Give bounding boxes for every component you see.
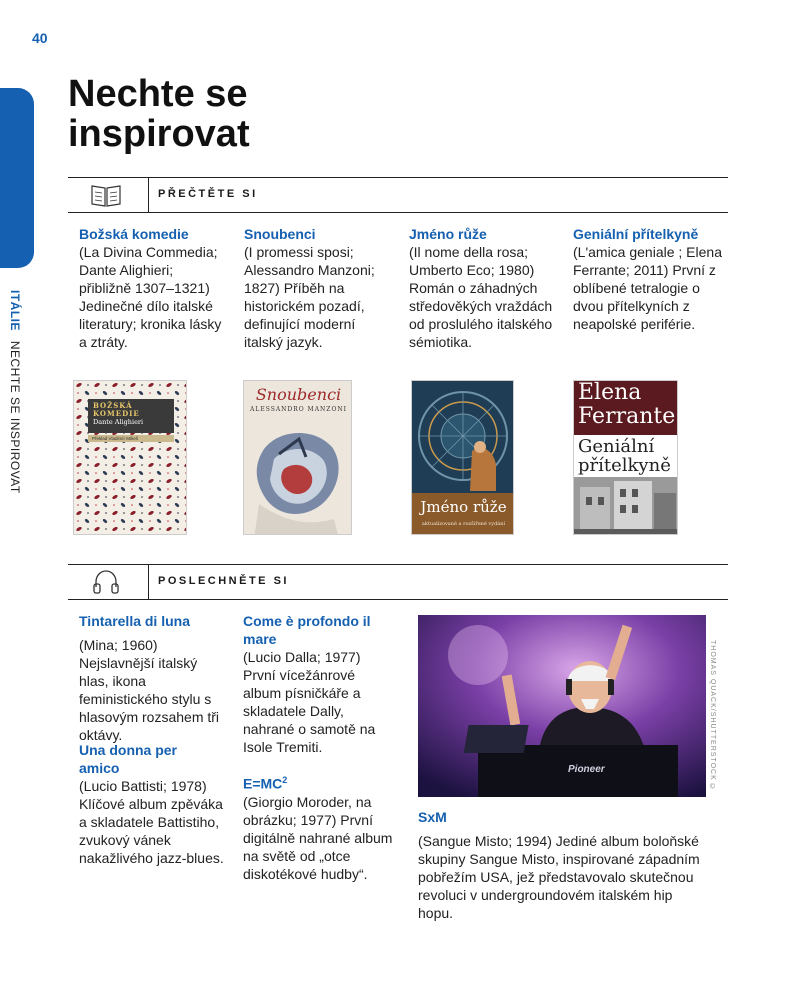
book-title: Snoubenci bbox=[244, 226, 316, 242]
album-entry bbox=[79, 741, 229, 867]
page-number: 40 bbox=[32, 30, 48, 46]
cover-title-line: BOŽSKÁ bbox=[93, 401, 133, 410]
album-title: SxM bbox=[418, 809, 447, 825]
album-title-superscript: 2 bbox=[282, 775, 288, 785]
cover-title: Snoubenci bbox=[255, 385, 342, 404]
album-title-main: E=MC bbox=[243, 775, 283, 792]
album-title bbox=[243, 771, 393, 793]
book-cover-genialni-pritelkyne bbox=[573, 380, 678, 535]
cover-author: Dante Alighieri bbox=[93, 418, 144, 426]
album-title: Come è profondo il mare bbox=[243, 613, 371, 647]
running-header-section: NECHTE SE INSPIROVAT bbox=[8, 340, 22, 494]
album-description: (Sangue Misto; 1994) Jediné album boloňské skupiny Sangue Misto, inspirované západním pobřežím USA, jež představovalo skutečnou revoluci v undergroundovém italském hip hopu. bbox=[418, 833, 700, 921]
photo-credit: THOMAS QUACK/SHUTTERSTOCK © bbox=[709, 640, 716, 792]
cover-title: přítelkyně bbox=[578, 455, 671, 476]
book-description: (L'amica geniale ; Elena Ferrante; 2011) První z oblíbené tetralogie o dvou přítelkyních z neapolské periférie. bbox=[573, 244, 722, 332]
photo-brand-text: Pioneer bbox=[568, 764, 605, 775]
book-entry bbox=[573, 225, 723, 333]
album-title: Tintarella di luna bbox=[79, 613, 190, 629]
album-entry bbox=[79, 612, 229, 744]
book-title: Božská komedie bbox=[79, 226, 189, 242]
cover-title: Jméno růže bbox=[420, 498, 507, 516]
album-description: (Lucio Dalla; 1977) První vícežánrové album písničkáře a skladatele Dally, nahrané o samotě na Isole Tremiti. bbox=[243, 649, 376, 755]
open-book-icon bbox=[90, 182, 122, 208]
cover-subtitle: Překlad Vladimír Mikeš bbox=[88, 435, 174, 442]
book-description: (I promessi sposi; Alessandro Manzoni; 1827) Příběh na historickém pozadí, definující moderní italský jazyk. bbox=[244, 244, 375, 350]
cover-title-box bbox=[88, 399, 174, 433]
cover-title: Geniální bbox=[578, 436, 655, 457]
book-cover-bozska-komedie bbox=[73, 380, 187, 535]
album-title: Una donna per amico bbox=[79, 742, 178, 776]
read-section-label: PŘEČTĚTE SI bbox=[158, 188, 258, 200]
album-description: (Lucio Battisti; 1978) Klíčové album zpěváka a skladatele Battistiho, zvukový vánek nakažlivého jazz-blues. bbox=[79, 778, 224, 866]
dj-photo bbox=[418, 615, 706, 797]
chapter-tab bbox=[0, 88, 34, 268]
cover-subtitle: aktualizované a rozšířené vydání bbox=[421, 521, 506, 527]
running-header bbox=[8, 290, 22, 494]
listen-section-label: POSLECHNĚTE SI bbox=[158, 575, 289, 587]
book-entry bbox=[244, 225, 394, 351]
cover-author: ALESSANDRO MANZONI bbox=[250, 406, 347, 413]
book-description: (La Divina Commedia; Dante Alighieri; přibližně 1307–1321) Jedinečné dílo italské literatury; kronika lásky a ztráty. bbox=[79, 244, 222, 350]
cover-title-line: KOMEDIE bbox=[93, 409, 140, 418]
read-section-header bbox=[68, 177, 728, 213]
headphones-icon bbox=[90, 569, 122, 595]
page-title: Nechte se inspirovat bbox=[68, 73, 250, 155]
book-cover-snoubenci bbox=[243, 380, 352, 535]
photo-illustration bbox=[418, 615, 706, 797]
album-description: (Giorgio Moroder, na obrázku; 1977) První digitálně nahrané album na světě od „otce diskotékové hudby“. bbox=[243, 793, 393, 882]
album-entry bbox=[418, 808, 708, 922]
book-entry bbox=[409, 225, 559, 351]
book-title: Jméno růže bbox=[409, 226, 487, 242]
cover-author: Elena bbox=[578, 380, 642, 405]
book-entry bbox=[79, 225, 229, 351]
cover-author: Ferrante bbox=[578, 404, 676, 429]
listen-section-header bbox=[68, 564, 728, 600]
section-divider bbox=[148, 565, 149, 599]
book-description: (Il nome della rosa; Umberto Eco; 1980) Román o záhadných středověkých vraždách od proslulého italského sémiotika. bbox=[409, 244, 553, 350]
book-title: Geniální přítelkyně bbox=[573, 226, 699, 242]
cover-photo bbox=[574, 477, 678, 535]
cover-illustration bbox=[244, 419, 352, 535]
section-divider bbox=[148, 178, 149, 212]
album-entry bbox=[243, 612, 393, 756]
album-entry bbox=[243, 771, 393, 883]
book-cover-jmeno-ruze bbox=[411, 380, 514, 535]
album-description: (Mina; 1960) Nejslavnější italský hlas, ikona feministického stylu s hlasovým rozsahem tři oktávy. bbox=[79, 637, 220, 743]
running-header-country: ITÁLIE bbox=[8, 290, 22, 331]
